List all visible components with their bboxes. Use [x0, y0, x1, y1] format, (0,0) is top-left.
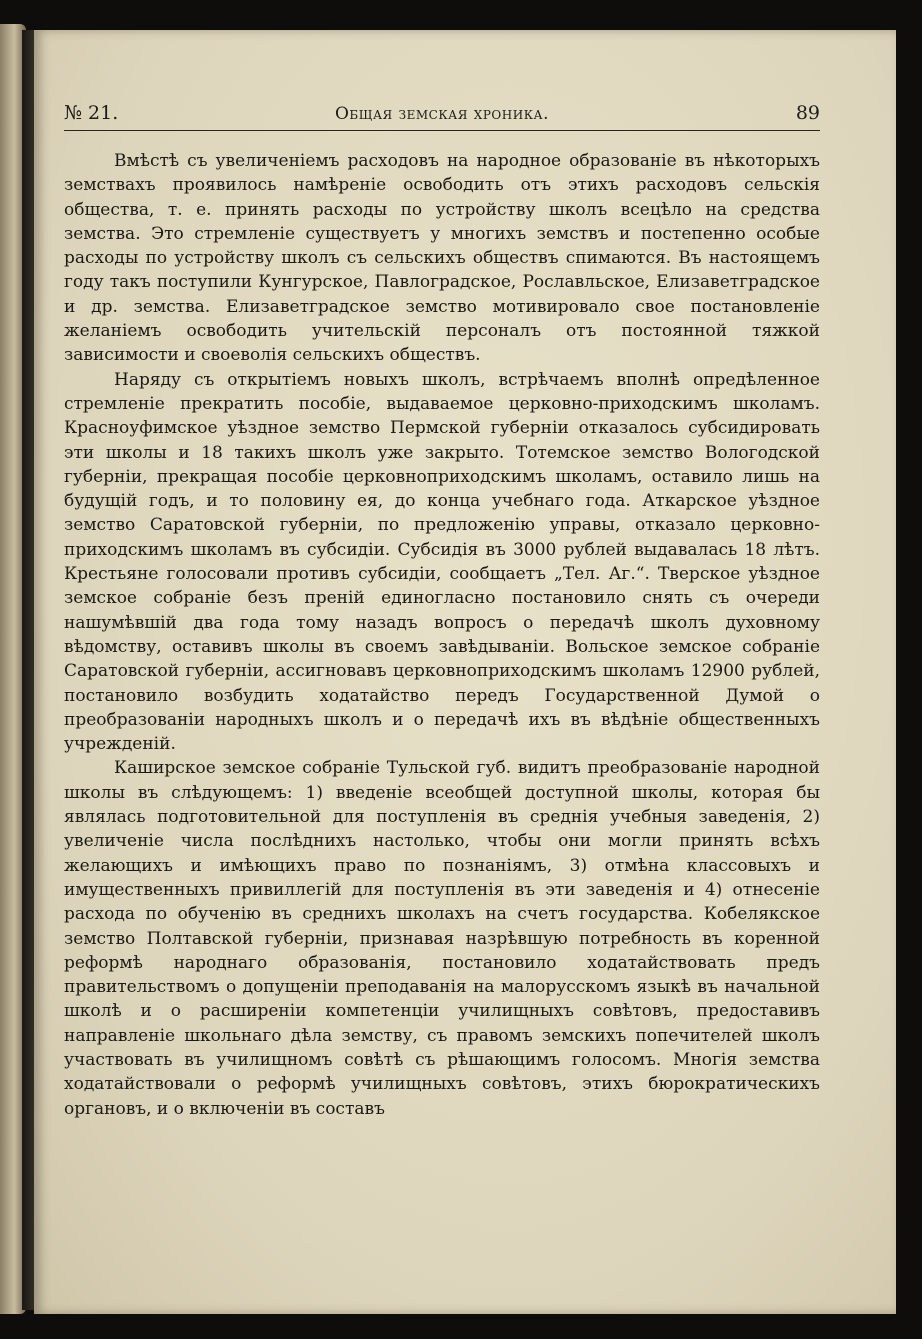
paragraph-3: Каширское земское собраніе Тульской губ. видитъ преобразованіе народной школы въ слѣдующемъ: 1) введеніе всеобщей доступной школы, которая бы являлась подготовительной для поступленія въ среднія учебныя заведенія, 2) увеличеніе числа послѣднихъ настолько, чтобы они могли принять всѣхъ желающихъ и имѣющихъ право по познаніямъ, 3) отмѣна классовыхъ и имущественныхъ привиллегій для поступленія въ эти заведенія и 4) отнесеніе расхода по обученію въ среднихъ школахъ на счетъ государства. Кобелякское земство Полтавской губерніи, признавая назрѣвшую потребность въ коренной реформѣ народнаго образованія, постановило ходатайствовать предъ правительствомъ о допущеніи преподаванія на малорусскомъ языкѣ въ начальной школѣ и о расширеніи компетенціи училищныхъ совѣтовъ, предоставивъ направленіе школьнаго дѣла земству, съ правомъ земскихъ попечителей школъ участвовать въ училищномъ совѣтѣ съ рѣшающимъ голосомъ. Многія земства ходатайствовали о реформѣ училищныхъ совѣтовъ, этихъ бюрократическихъ органовъ, и о включеніи въ составъ	[64, 758, 820, 1119]
issue-number: № 21.	[64, 102, 119, 124]
section-title: Общая земская хроника.	[335, 104, 549, 124]
running-header	[64, 100, 820, 131]
body-text	[64, 149, 820, 1121]
page-number: 89	[795, 102, 820, 124]
paragraph-1: Вмѣстѣ съ увеличеніемъ расходовъ на народное образованіе въ нѣкоторыхъ земствахъ проявилось намѣреніе освободить отъ этихъ расходовъ сельскія общества, т. е. принять расходы по устройству школъ всецѣло на средства земства. Это стремленіе существуетъ у многихъ земствъ и постепенно особые расходы по устройству школъ съ сельскихъ обществъ спимаются. Въ настоящемъ году такъ поступили Кунгурское, Павлоградское, Рославльское, Елизаветградское и др. земства. Елизаветградское земство мотивировало свое постановленіе желаніемъ освободить учительскій персоналъ отъ постоянной тяжкой зависимости и своеволія сельскихъ обществъ.	[64, 151, 820, 366]
paragraph-2: Наряду съ открытіемъ новыхъ школъ, встрѣчаемъ вполнѣ опредѣленное стремленіе прекратить пособіе, выдаваемое церковно-приходскимъ школамъ. Красноуфимское уѣздное земство Пермской губерніи отказалось субсидировать эти школы и 18 такихъ школъ уже закрыто. Тотемское земство Вологодской губерніи, прекращая пособіе церковноприходскимъ школамъ, оставило лишь на будущій годъ, и то половину ея, до конца учебнаго года. Аткарское уѣздное земство Саратовской губерніи, по предложенію управы, отказало церковно-приходскимъ школамъ въ субсидіи. Субсидія въ 3000 рублей выдавалась 18 лѣтъ. Крестьяне голосовали противъ субсидіи, сообщаетъ „Тел. Аг.“. Тверское уѣздное земское собраніе безъ преній единогласно постановило снять съ очереди нашумѣвшій два года тому назадъ вопросъ о передачѣ школъ духовному вѣдомству, оставивъ школы въ своемъ завѣдываніи. Вольское земское собраніе Саратовской губерніи, ассигновавъ церковноприходскимъ школамъ 12900 рублей, постановило возбудить ходатайство передъ Государственной Думой о преобразованіи народныхъ школъ и о передачѣ ихъ въ вѣдѣніе общественныхъ учрежденій.	[64, 369, 820, 755]
book-page	[34, 30, 896, 1314]
